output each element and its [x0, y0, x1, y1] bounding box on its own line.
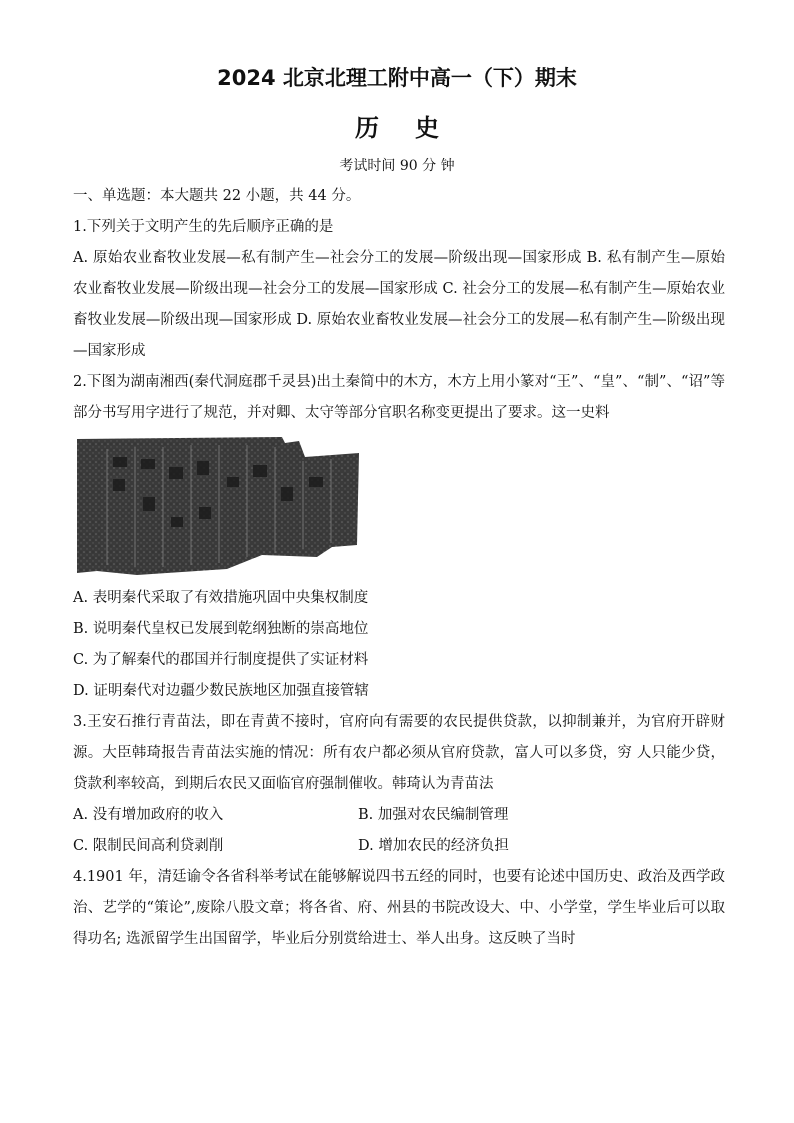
question-3-option-d: D. 增加农民的经济负担 [358, 838, 509, 854]
question-1-stem: 1.下列关于文明产生的先后顺序正确的是 [73, 219, 334, 235]
subject-heading: 历史 [355, 114, 475, 142]
question-3-options-row-2 [73, 831, 725, 862]
qin-bamboo-slip-photo [77, 437, 359, 577]
exam-body [73, 181, 725, 955]
exam-title: 2024 北京北理工附中高一（下）期末 [217, 66, 577, 90]
question-3-option-a: A. 没有增加政府的收入 [73, 807, 224, 823]
question-3-option-b: B. 加强对农民编制管理 [358, 807, 509, 823]
question-2-stem: 2.下图为湖南湘西(秦代洞庭郡千灵县)出土秦简中的木方，木方上用小篆对“王”、“皇”、“制”、“诏”等部分书写用字进行了规范，并对卿、太守等部分官职名称变更提出了要求。这一史料 [73, 374, 725, 421]
question-4-stem: 4.1901 年，清廷谕令各省科举考试在能够解说四书五经的同时，也要有论述中国历史、政治及西学政治、艺学的“策论”,废除八股文章；将各省、府、州县的书院改设大、中、小学堂，学生毕业后可以取得功名; 选派留学生出国留学，毕业后分别赏给进士、举人出身。这反映了当时 [73, 869, 725, 947]
section-heading: 一、单选题：本大题共 22 小题，共 44 分。 [73, 188, 361, 204]
exam-time: 考试时间 90 分 钟 [339, 158, 455, 174]
question-3-stem: 3.王安石推行青苗法，即在青黄不接时，官府向有需要的农民提供贷款，以抑制兼并，为官府开辟财源。大臣韩琦报告青苗法实施的情况：所有农户都必须从官府贷款，富人可以多贷，穷 人只能少贷，贷款利率较高，到期后农民又面临官府强制催收。韩琦认为青苗法 [73, 714, 725, 792]
question-1-options: A. 原始农业畜牧业发展—私有制产生—社会分工的发展—阶级出现—国家形成 B. 私有制产生—原始农业畜牧业发展—阶级出现—社会分工的发展—国家形成 C. 社会分工的发展—私有制产生—原始农业畜牧业发展—阶级出现—国家形成 D. 原始农业畜牧业发展—社会分工的发展—私有制产生—阶级出现—国家形成 [73, 250, 725, 359]
question-3-options-row-1 [73, 800, 725, 831]
question-2-option-c: C. 为了解秦代的郡国并行制度提供了实证材料 [73, 652, 369, 668]
question-2-option-d: D. 证明秦代对边疆少数民族地区加强直接管辖 [73, 683, 369, 699]
question-3-option-c: C. 限制民间高利贷剥削 [73, 838, 224, 854]
question-2-option-b: B. 说明秦代皇权已发展到乾纲独断的崇高地位 [73, 621, 369, 637]
question-2-option-a: A. 表明秦代采取了有效措施巩固中央集权制度 [73, 590, 369, 606]
